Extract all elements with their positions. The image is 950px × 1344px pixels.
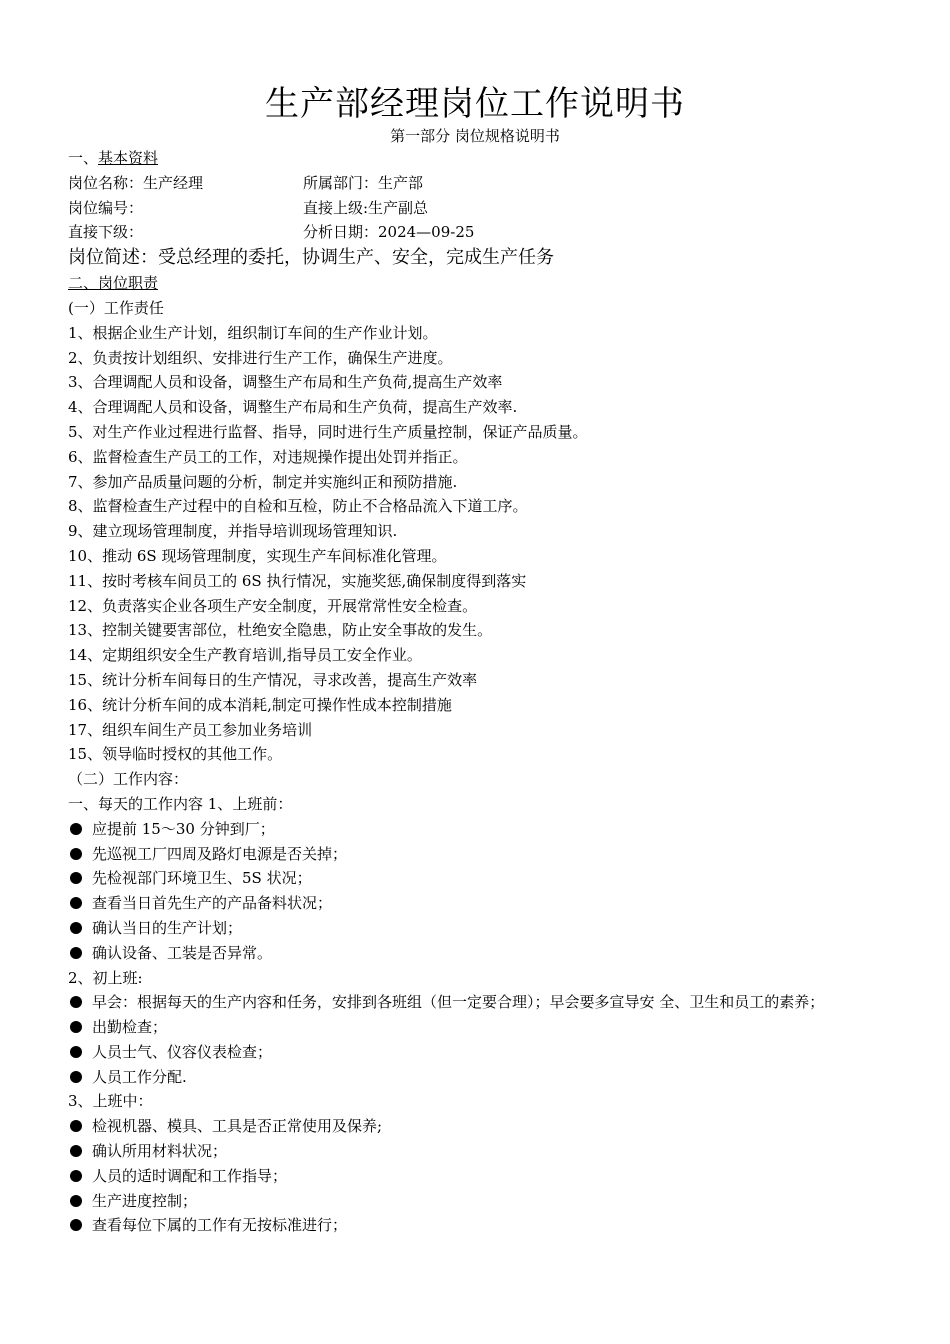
section-duties-heading	[68, 271, 882, 296]
list-item: 12、负责落实企业各项生产安全制度，开展常常性安全检查。	[68, 596, 478, 615]
list-item: 生产进度控制；	[68, 1189, 882, 1214]
bullet-icon	[70, 848, 82, 860]
list-item: 7、参加产品质量问题的分析，制定并实施纠正和预防措施.	[68, 472, 458, 491]
list-item: 8、监督检查生产过程中的自检和互检，防止不合格品流入下道工序。	[68, 497, 528, 516]
department: 所属部门：生产部	[303, 173, 424, 192]
list-item: 查看每位下属的工作有无按标准进行；	[68, 1213, 882, 1238]
list-item: 确认所用材料状况；	[68, 1139, 882, 1164]
list-item: 15、统计分析车间每日的生产情况，寻求改善，提高生产效率	[68, 670, 478, 689]
basic-info-row	[68, 171, 882, 196]
list-item: 出勤检查；	[68, 1015, 882, 1040]
position-name: 岗位名称：生产经理	[68, 173, 204, 192]
list-item: 检视机器、模具、工具是否正常使用及保养;	[68, 1114, 882, 1139]
document-title: 生产部经理岗位工作说明书	[265, 84, 685, 124]
list-item: 11、按时考核车间员工的 6S 执行情况，实施奖惩,确保制度得到落实	[68, 571, 527, 590]
list-item: 应提前 15～30 分钟到厂；	[68, 817, 882, 842]
duties-subheading: (一）工作责任	[68, 298, 164, 317]
direct-superior: 直接上级:生产副总	[303, 198, 429, 217]
bullet-icon	[70, 872, 82, 884]
list-item: 9、建立现场管理制度，并指导培训现场管理知识.	[68, 522, 398, 541]
bullet-icon	[70, 947, 82, 959]
bullet-icon	[70, 922, 82, 934]
bullet-icon	[70, 1071, 82, 1083]
list-item: 确认设备、工装是否异常。	[68, 941, 882, 966]
bullet-icon	[70, 1021, 82, 1033]
section-label: 二、岗位职责	[68, 274, 159, 293]
bullet-icon	[70, 1195, 82, 1207]
content-subheading: （二）工作内容：	[68, 770, 189, 789]
list-item: 4、合理调配人员和设备，调整生产布局和生产负荷，提高生产效率.	[68, 398, 518, 417]
analysis-date: 分析日期：2024—09-25	[303, 223, 475, 242]
list-item: 3、合理调配人员和设备，调整生产布局和生产负荷,提高生产效率	[68, 373, 503, 392]
list-item: 先检视部门环境卫生、5S 状况；	[68, 866, 882, 891]
bullet-icon	[70, 1120, 82, 1132]
position-summary: 岗位简述：受总经理的委托，协调生产、安全，完成生产任务	[68, 247, 554, 269]
early-work-heading: 2、初上班:	[68, 968, 143, 987]
list-item: 6、监督检查生产员工的工作，对违规操作提出处罚并指正。	[68, 447, 468, 466]
list-item: 10、推动 6S 现场管理制度，实现生产车间标准化管理。	[68, 546, 447, 565]
position-code: 岗位编号：	[68, 198, 144, 217]
list-item: 确认当日的生产计划；	[68, 916, 882, 941]
list-item: 5、对生产作业过程进行监督、指导，同时进行生产质量控制，保证产品质量。	[68, 422, 588, 441]
section-label: 基本资料	[98, 149, 159, 167]
list-item: 早会：根据每天的生产内容和任务，安排到各班组（但一定要合理）；早会要多宣导安 全、卫生和员工的素养；	[68, 990, 882, 1015]
duties-list	[68, 321, 882, 767]
document-subtitle: 第一部分 岗位规格说明书	[390, 127, 560, 145]
bullet-icon	[70, 996, 82, 1008]
list-item: 14、定期组织安全生产教育培训,指导员工安全作业。	[68, 646, 422, 665]
early-work-list	[68, 990, 882, 1089]
list-item: 先巡视工厂四周及路灯电源是否关掉；	[68, 842, 882, 867]
bullet-icon	[70, 1170, 82, 1182]
list-item: 1、根据企业生产计划，组织制订车间的生产作业计划。	[68, 323, 438, 342]
list-item: 17、组织车间生产员工参加业务培训	[68, 720, 313, 739]
during-work-list	[68, 1114, 882, 1238]
list-item: 15、领导临时授权的其他工作。	[68, 745, 283, 764]
list-item: 查看当日首先生产的产品备料状况；	[68, 891, 882, 916]
before-work-list	[68, 817, 882, 966]
list-item: 16、统计分析车间的成本消耗,制定可操作性成本控制措施	[68, 695, 452, 714]
basic-info-row	[68, 196, 882, 221]
bullet-icon	[70, 1219, 82, 1231]
list-item: 人员的适时调配和工作指导；	[68, 1164, 882, 1189]
section-basic-info-heading	[68, 146, 882, 171]
section-number: 一、	[68, 149, 99, 167]
list-item: 人员士气、仪容仪表检查；	[68, 1040, 882, 1065]
bullet-icon	[70, 897, 82, 909]
bullet-icon	[70, 1046, 82, 1058]
list-item: 13、控制关键要害部位，杜绝安全隐患，防止安全事故的发生。	[68, 621, 493, 640]
daily-content-heading: 一、每天的工作内容 1、上班前：	[68, 794, 293, 813]
bullet-icon	[70, 823, 82, 835]
bullet-icon	[70, 1145, 82, 1157]
direct-subordinate: 直接下级：	[68, 223, 144, 242]
list-item: 人员工作分配.	[68, 1065, 882, 1090]
basic-info-row	[68, 220, 882, 245]
during-work-heading: 3、上班中：	[68, 1092, 153, 1111]
list-item: 2、负责按计划组织、安排进行生产工作，确保生产进度。	[68, 348, 453, 367]
